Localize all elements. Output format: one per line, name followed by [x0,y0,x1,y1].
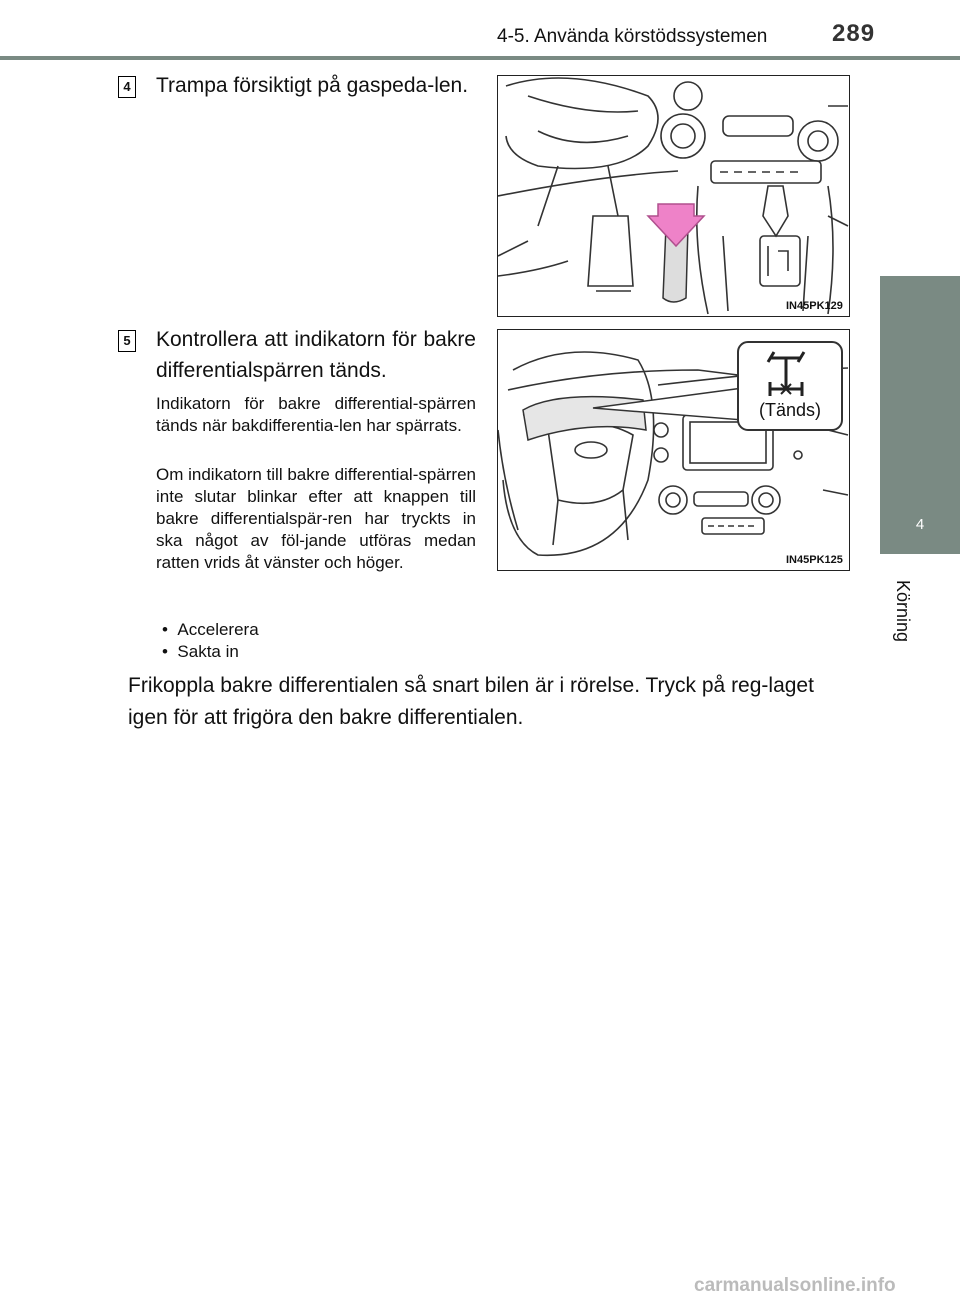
step-number-5: 5 [118,330,136,352]
note-indicator-lights: Indikatorn för bakre differential-spärren tänds när bakdifferentia-len har spärrats. [156,394,476,435]
pedal-arrow-icon [648,204,704,246]
bullet-item: • Sakta in [162,642,239,661]
chapter-number: 4 [915,516,925,533]
dashboard-illustration [498,330,849,570]
bullet-item-text: Accelerera [177,620,259,639]
chapter-label: Körning [893,580,913,643]
note-indicator-blinking: Om indikatorn till bakre differential-spärren inte slutar blinkar efter att knappen till bakre differentialspär-ren har tryckts in ska något av föl-jande utföras medan ratten vrids åt vänster och höger. [156,465,476,572]
figure-indicator [497,329,850,571]
bullet-item: • Accelerera [162,620,259,639]
figure-code: IN45PK129 [786,300,843,312]
step-4-text: Trampa försiktigt på gaspeda-len. [156,74,469,97]
figure-code: IN45PK125 [786,554,843,566]
indicator-callout-label: (Tänds) [758,400,821,420]
bullet-item-text: Sakta in [177,642,239,661]
accelerator-illustration [498,76,849,316]
header-divider [0,56,960,60]
step-5-text: Kontrollera att indikatorn för bakre differentialspärren tänds. [156,328,476,382]
section-title: 4-5. Använda körstödssystemen [497,26,768,47]
watermark: carmanualsonline.info [694,1275,896,1296]
page-number: 289 [832,20,876,47]
figure-accelerator-pedal [497,75,850,317]
step-number-4: 4 [118,76,136,98]
closing-paragraph: Frikoppla bakre differentialen så snart bilen är i rörelse. Tryck på reg-laget igen för att frigöra den bakre differentialen. [128,674,814,729]
chapter-tab [880,276,960,554]
